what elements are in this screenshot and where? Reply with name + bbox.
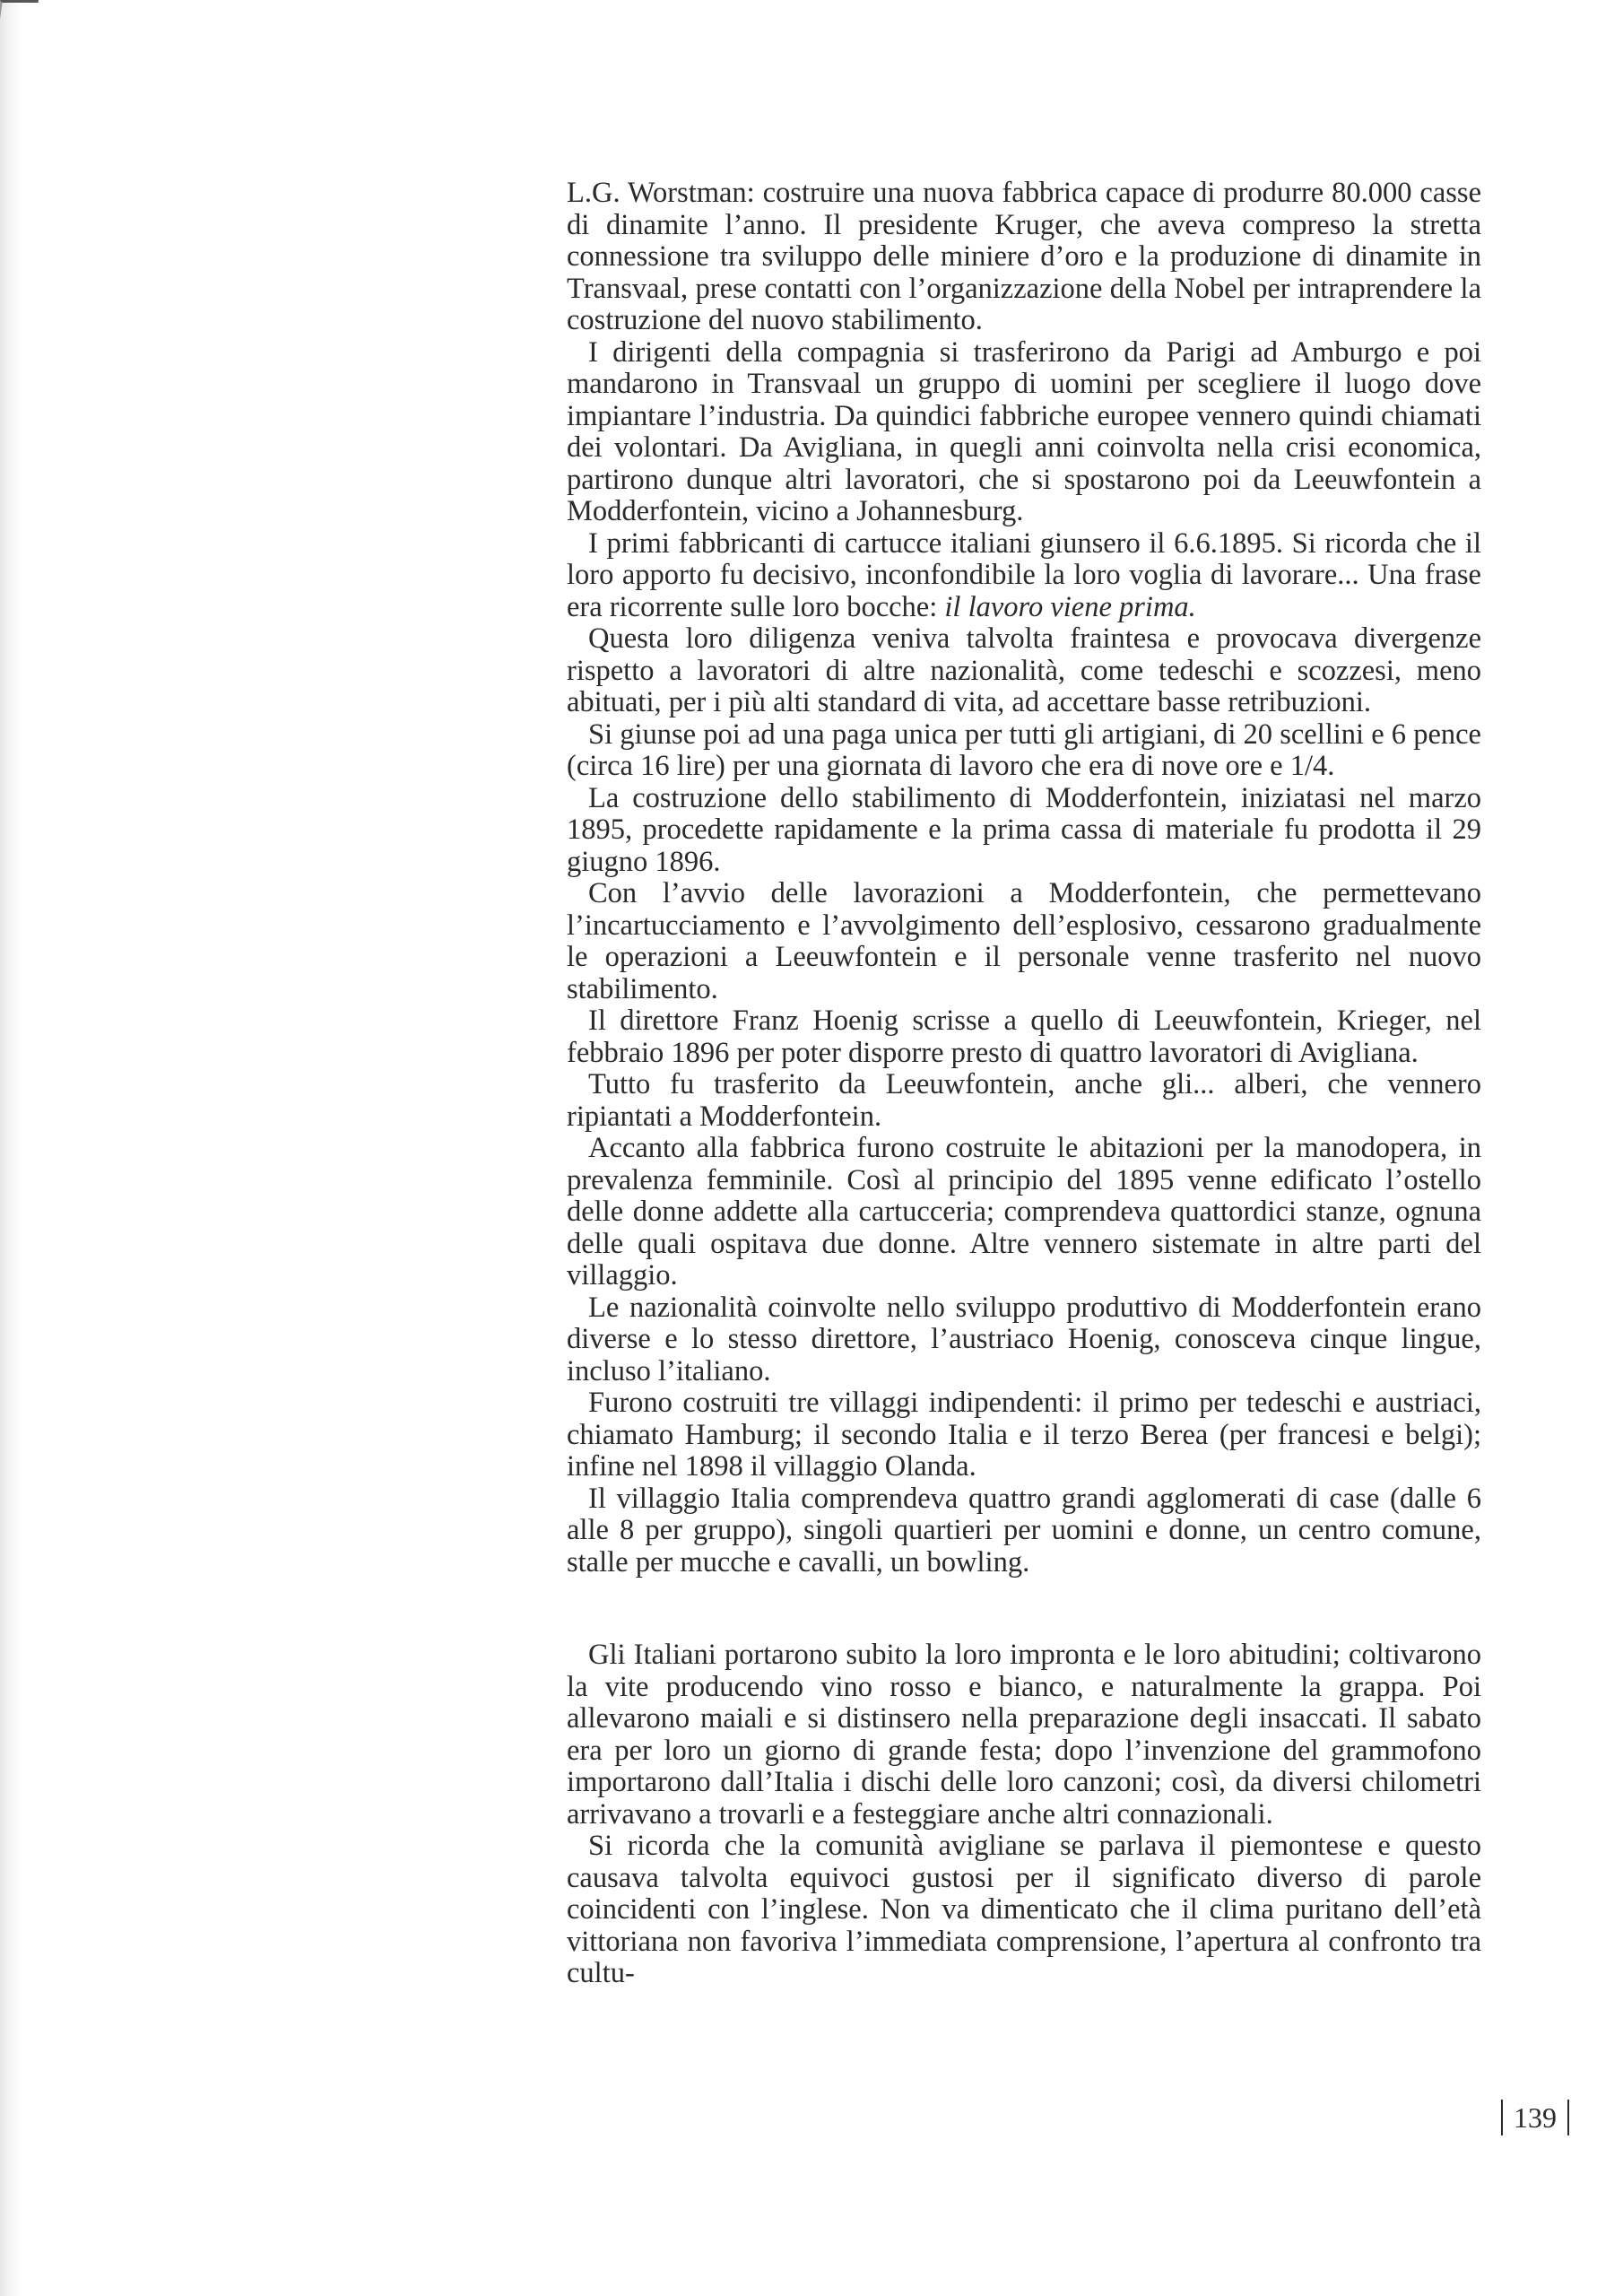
paragraph: Il direttore Franz Hoenig scrisse a quello di Leeuwfontein, Krieger, nel febbraio 1896 per poter disporre presto di quattro lavoratori di Avigliana. bbox=[567, 1004, 1481, 1069]
paragraph: Accanto alla fabbrica furono costruite le abitazioni per la manodopera, in prevalenza femminile. Così al principio del 1895 venne edificato l’ostello delle donne addette alla cartucceria; comprendeva quattordici stanze, ognuna delle quali ospitava due donne. Altre vennero sistemate in altre parti del villaggio. bbox=[567, 1132, 1481, 1292]
paragraph: Si giunse poi ad una paga unica per tutti gli artigiani, di 20 scellini e 6 pence (circa 16 lire) per una giornata di lavoro che era di nove ore e 1/4. bbox=[567, 718, 1481, 782]
paragraph: Si ricorda che la comunità avigliane se parlava il piemontese e questo causava talvolta equivoci gustosi per il significato diverso di parole coincidenti con l’inglese. Non va dimenticato che il clima puritano dell’età vittoriana non favoriva l’immediata comprensione, l’apertura al confronto tra cultu- bbox=[567, 1830, 1481, 1989]
paragraph: Furono costruiti tre villaggi indipendenti: il primo per tedeschi e austriaci, chiamato Hamburg; il secondo Italia e il terzo Berea (per francesi e belgi); infine nel 1898 il villaggio Olanda. bbox=[567, 1387, 1481, 1483]
paragraph: Con l’avvio delle lavorazioni a Modderfontein, che permettevano l’incartucciamento e l’avvolgimento dell’esplosivo, cessarono gradualmente le operazioni a Leeuwfontein e il personale venne trasferito nel nuovo stabilimento. bbox=[567, 877, 1481, 1005]
paragraph: La costruzione dello stabilimento di Modderfontein, iniziatasi nel marzo 1895, procedette rapidamente e la prima cassa di materiale fu prodotta il 29 giugno 1896. bbox=[567, 781, 1481, 878]
paragraph: I dirigenti della compagnia si trasferirono da Parigi ad Amburgo e poi mandarono in Transvaal un gruppo di uomini per scegliere il luogo dove impiantare l’industria. Da quindici fabbriche europee vennero quindi chiamati dei volontari. Da Avigliana, in quegli anni coinvolta nella crisi economica, partirono dunque altri lavoratori, che si spostarono poi da Leeuwfontein a Modderfontein, vicino a Johannesburg. bbox=[567, 335, 1481, 527]
paragraph: L.G. Worstman: costruire una nuova fabbrica capace di produrre 80.000 casse di dinamite l’anno. Il presidente Kruger, che aveva compreso la stretta connessione tra sviluppo delle miniere d’oro e la produzione di dinamite in Transvaal, prese contatti con l’organizzazione della Nobel per intraprendere la costruzione del nuovo stabilimento. bbox=[567, 177, 1481, 336]
paragraph-text: I primi fabbricanti di cartucce italiani giunsero il 6.6.1895. Si ricorda che il loro apporto fu decisivo, inconfondibile la loro voglia di lavorare... Una frase era ricorrente sulle loro bocche: bbox=[567, 526, 1481, 623]
paragraph: Tutto fu trasferito da Leeuwfontein, anche gli... alberi, che vennero ripiantati a Modderfontein. bbox=[567, 1068, 1481, 1133]
paragraph bbox=[567, 528, 1481, 624]
paragraph: Gli Italiani portarono subito la loro impronta e le loro abitudini; coltivarono la vite producendo vino rosso e bianco, e naturalmente la grappa. Poi allevarono maiali e si distinsero nella preparazione degli insaccati. Il sabato era per loro un giorno di grande festa; dopo l’invenzione del grammofono importarono dall’Italia i dischi delle loro canzoni; così, da diversi chilometri arrivavano a trovarli e a festeggiare anche altri connazionali. bbox=[567, 1639, 1481, 1831]
page-number-text: 139 bbox=[1514, 2100, 1557, 2134]
binding-shadow bbox=[0, 0, 23, 2296]
page-number bbox=[1501, 2097, 1569, 2138]
italic-phrase: il lavoro viene prima. bbox=[944, 590, 1196, 623]
folio-rule-right bbox=[1567, 2100, 1569, 2135]
paragraph: Le nazionalità coinvolte nello sviluppo produttivo di Modderfontein erano diverse e lo stesso direttore, l’austriaco Hoenig, conosceva cinque lingue, incluso l’italiano. bbox=[567, 1291, 1481, 1387]
body-text bbox=[567, 178, 1481, 1990]
scan-corner-mark bbox=[0, 0, 39, 28]
section-break bbox=[567, 1578, 1481, 1639]
paragraph: Il villaggio Italia comprendeva quattro grandi agglomerati di case (dalle 6 alle 8 per gruppo), singoli quartieri per uomini e donne, un centro comune, stalle per mucche e cavalli, un bowling. bbox=[567, 1482, 1481, 1578]
paragraph: Questa loro diligenza veniva talvolta fraintesa e provocava divergenze rispetto a lavoratori di altre nazionalità, come tedeschi e scozzesi, meno abituati, per i più alti standard di vita, ad accettare basse retribuzioni. bbox=[567, 622, 1481, 718]
